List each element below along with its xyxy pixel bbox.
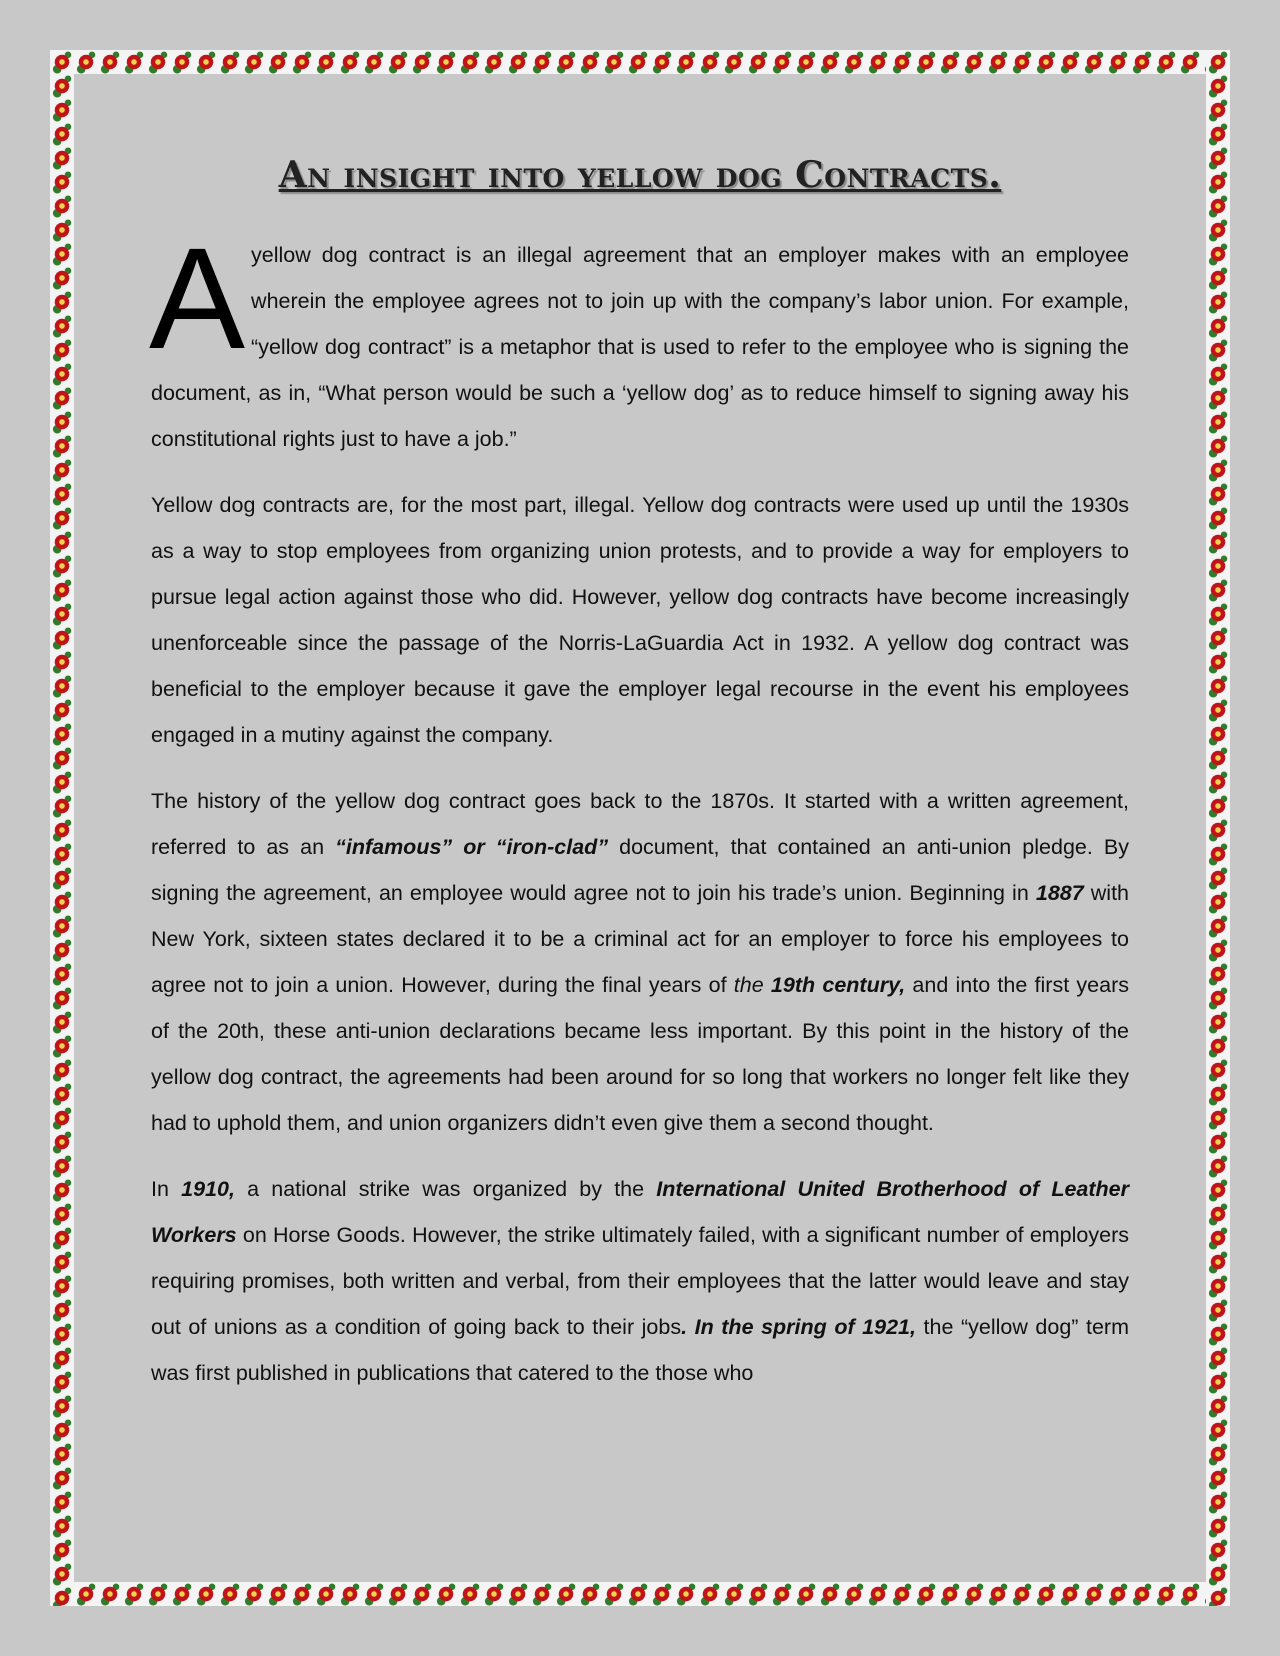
paragraph-3-text-a: The history of the yellow dog contract goes back to the 1870s. It started with a written agreement, referred to as an — [151, 789, 1129, 859]
paragraph-4 — [151, 1166, 1129, 1396]
document-title: An insight into yellow dog Contracts. — [278, 154, 1002, 196]
paragraph-1 — [149, 218, 1129, 462]
paragraph-3-emphasis-c: 19th century, — [770, 973, 906, 997]
paragraph-4-text-b: a national strike was organized by the — [234, 1177, 657, 1201]
paragraph-4-text-d: the “yellow dog” term was first published in publications that catered to the those who — [151, 1315, 1129, 1385]
paragraph-4-text-c: on Horse Goods. However, the strike ultimately failed, with a significant number of employers requiring promises, both written and verbal, from their employees that the latter would leave and stay out of unions as a condition of going back to their jobs — [151, 1223, 1129, 1339]
paragraph-3-italic: the — [733, 973, 771, 997]
floral-border-top — [50, 50, 1230, 74]
paragraph-3-text-b: document, that contained an anti-union pledge. By signing the agreement, an employee would agree not to join his trade’s union. Beginning in — [151, 835, 1129, 905]
floral-border-bottom — [50, 1582, 1230, 1606]
paragraph-3 — [151, 778, 1129, 1146]
paragraph-3-emphasis-b: 1887 — [1035, 881, 1084, 905]
paragraph-3-emphasis-a: “infamous” or “iron-clad” — [335, 835, 609, 859]
paragraph-1-text: yellow dog contract is an illegal agreement that an employer makes with an employee wherein the employee agrees not to join up with the company’s labor union. For example, “yellow dog contract” is a metaphor that is used to refer to the employee who is signing the document, as in, “What person would be such a ‘yellow dog’ as to reduce himself to signing away his constitutional rights just to have a job.” — [151, 243, 1129, 451]
floral-border-right — [1206, 50, 1230, 1606]
drop-cap-letter: A — [149, 218, 246, 379]
paragraph-4-text-a: In — [151, 1177, 182, 1201]
paragraph-4-emphasis-a: 1910, — [181, 1177, 235, 1201]
paragraph-4-emphasis-b: International United Brotherhood of Leather Workers — [151, 1177, 1130, 1247]
paragraph-3-text-c: with New York, sixteen states declared it to be a criminal act for an employer to force his employees to agree not to join a union. However, during the final years of — [151, 881, 1129, 997]
paragraph-2 — [151, 482, 1129, 758]
floral-border-left — [50, 50, 74, 1606]
paragraph-3-text-d: and into the first years of the 20th, these anti-union declarations became less important. By this point in the history of the yellow dog contract, the agreements had been around for so long that workers no longer felt like they had to uphold them, and union organizers didn’t even give them a second thought. — [151, 973, 1129, 1135]
document-body — [151, 140, 1129, 1416]
paragraph-2-text: Yellow dog contracts are, for the most part, illegal. Yellow dog contracts were used up until the 1930s as a way to stop employees from organizing union protests, and to provide a way for employers to pursue legal action against those who did. However, yellow dog contracts have become increasingly unenforceable since the passage of the Norris-LaGuardia Act in 1932. A yellow dog contract was beneficial to the employer because it gave the employer legal recourse in the event his employees engaged in a mutiny against the company. — [151, 493, 1129, 747]
paragraph-4-emphasis-c: . In the spring of 1921, — [681, 1315, 916, 1339]
